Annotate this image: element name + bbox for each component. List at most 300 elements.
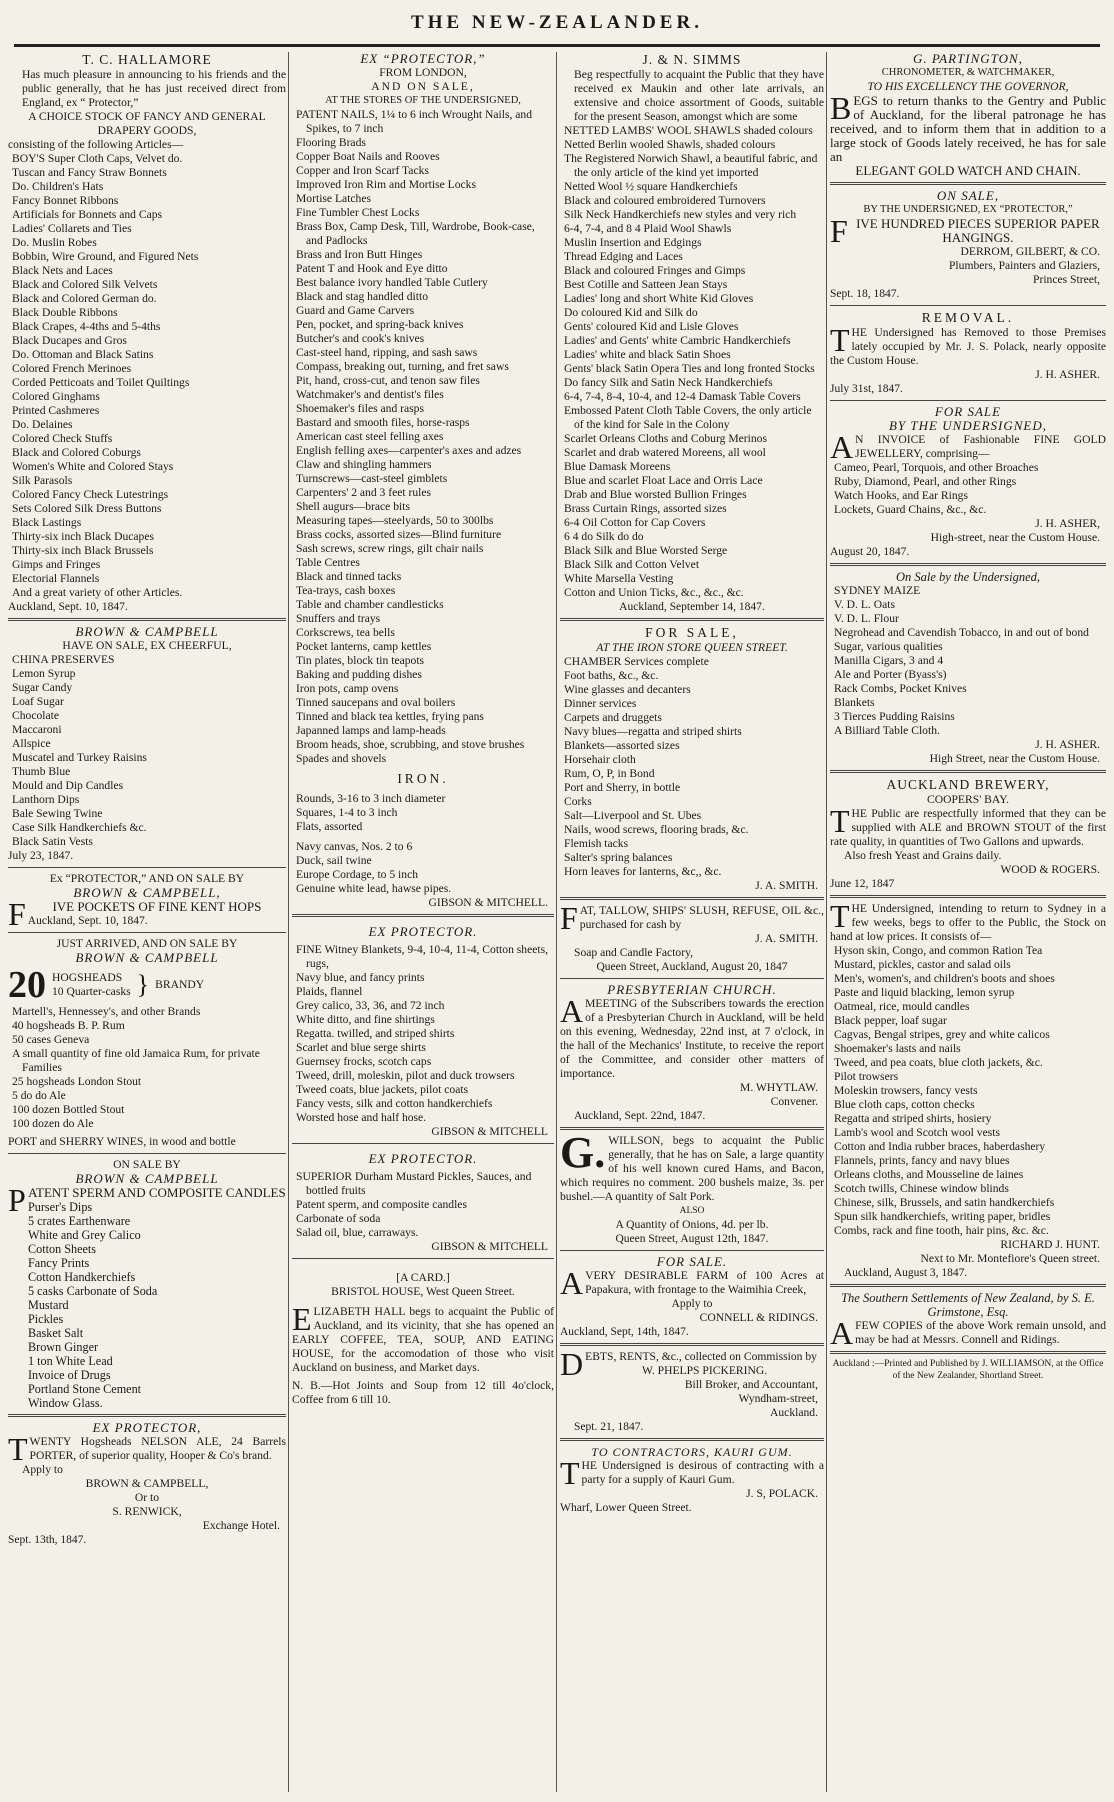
list-item: Blue cloth caps, cotton checks <box>834 1098 975 1111</box>
ad-headline: ELEGANT GOLD WATCH AND CHAIN. <box>855 163 1081 178</box>
list-item: Cast-steel hand, ripping, and sash saws <box>296 346 478 359</box>
ad-subtitle: AT THE IRON STORE QUEEN STREET. <box>596 641 788 654</box>
list-item: Copper Boat Nails and Rooves <box>296 150 440 163</box>
list-item: Cagvas, Bengal stripes, grey and white calicos <box>834 1028 1050 1041</box>
list-item: Ladies' long and short White Kid Gloves <box>564 292 754 305</box>
list-item: Carbonate of soda <box>296 1212 381 1225</box>
ad-text: Apply to <box>22 1463 63 1476</box>
ad-body: THE Undersigned, intending to return to Sydney in a few weeks, begs to offer to the Public, the Stock on hand at low prices. It consists of— <box>830 898 1106 943</box>
list-item: Chinese, silk, Brussels, and satin handkerchiefs <box>834 1196 1055 1209</box>
list-item: A Billiard Table Cloth. <box>834 724 940 737</box>
list-item: Loaf Sugar <box>12 695 64 708</box>
ad-line: Ex “PROTECTOR,” AND ON SALE BY <box>49 872 245 885</box>
list-item: Lanthorn Dips <box>12 793 80 806</box>
ad-text: consisting of the following Articles— <box>8 138 184 151</box>
list-item: Moleskin trowsers, fancy vests <box>834 1084 978 1097</box>
ad-body: G.WILLSON, begs to acquaint the Public generally, that he has on Sale, a large quantity of his well known cured Hams, and Bacon, which requires no comment. 200 bushels maize, 3s. per bushel.—A quantity of Salt Pork. <box>560 1128 824 1203</box>
ad-headline: FIVE HUNDRED PIECES SUPERIOR PAPER HANGINGS. <box>830 213 1100 249</box>
list-item: Rum, O, P, in Bond <box>564 767 655 780</box>
ad-line: [A CARD.] <box>396 1271 450 1284</box>
ad-signature: RICHARD J. HUNT. <box>1000 1238 1100 1251</box>
list-item: Thread Edging and Laces <box>564 250 683 263</box>
list-item: 6-4 Oil Cotton for Cap Covers <box>564 516 706 529</box>
list-item: Drab and Blue worsted Bullion Fringes <box>564 488 747 501</box>
ad-line: BY THE UNDERSIGNED, EX “PROTECTOR,” <box>863 204 1073 215</box>
list-item: Black Nets and Laces <box>12 264 113 277</box>
list-item: Flats, assorted <box>296 820 363 833</box>
list-item: Gimps and Fringes <box>12 558 101 571</box>
list-item: Snuffers and trays <box>296 612 381 625</box>
list-item: Fancy Bonnet Ribbons <box>12 194 119 207</box>
list-item: Lamb's wool and Scotch wool vests <box>834 1126 1000 1139</box>
ad-text: Also fresh Yeast and Grains daily. <box>844 849 1002 862</box>
list-item: Colored Ginghams <box>12 390 100 403</box>
list-item: Watchmaker's and dentist's files <box>296 388 444 401</box>
list-item: Best Cotille and Satteen Jean Stays <box>564 278 728 291</box>
list-item: Tin plates, block tin teapots <box>296 654 425 667</box>
list-item: Salt—Liverpool and St. Ubes <box>564 809 702 822</box>
column-rule <box>826 52 827 1792</box>
list-item: White ditto, and fine shirtings <box>296 1013 435 1026</box>
ad-headline: PATENT SPERM AND COMPOSITE CANDLES <box>8 1182 286 1218</box>
ad-title: EX PROTECTOR, <box>92 1420 202 1435</box>
list-item: Window Glass. <box>28 1396 103 1410</box>
ad-line: ON SALE BY <box>113 1158 181 1171</box>
list-item: Broom heads, shoe, scrubbing, and stove brushes <box>296 738 525 751</box>
list-item: Guernsey frocks, scotch caps <box>296 1055 432 1068</box>
ad-line: AT THE STORES OF THE UNDERSIGNED, <box>325 95 521 106</box>
list-item: 5 crates Earthenware <box>28 1214 131 1228</box>
ad-signature: CONNELL & RIDINGS. <box>699 1311 818 1324</box>
list-item: Navy canvas, Nos. 2 to 6 <box>296 840 413 853</box>
list-item: Improved Iron Rim and Mortise Locks <box>296 178 476 191</box>
list-item: Manilla Cigars, 3 and 4 <box>834 654 944 667</box>
item-list <box>292 792 554 834</box>
ad-title: AUCKLAND BREWERY, <box>886 777 1050 792</box>
column-1 <box>8 52 286 1796</box>
list-item: Baking and pudding dishes <box>296 668 422 681</box>
list-item: Plaids, flannel <box>296 985 363 998</box>
list-item: Muslin Insertion and Edgings <box>564 236 702 249</box>
list-item: White Marsella Vesting <box>564 572 674 585</box>
list-item: Tweed, drill, moleskin, pilot and duck trowsers <box>296 1069 515 1082</box>
list-item: Netted Wool ½ square Handkerchiefs <box>564 180 738 193</box>
list-item: Scarlet and drab watered Moreens, all wool <box>564 446 766 459</box>
list-item: Pickles <box>28 1312 64 1326</box>
list-item: Allspice <box>12 737 51 750</box>
list-item: 6-4, 7-4, and 8 4 Plaid Wool Shawls <box>564 222 732 235</box>
list-item: Tweed coats, blue jackets, pilot coats <box>296 1083 469 1096</box>
list-item: Cameo, Pearl, Torquois, and other Broaches <box>834 461 1039 474</box>
ad-candles <box>8 1153 286 1410</box>
item-list <box>8 152 286 600</box>
list-item: V. D. L. Flour <box>834 612 899 625</box>
ad-signature: WOOD & ROGERS. <box>1000 863 1100 876</box>
ad-book <box>830 1284 1106 1351</box>
list-item: Do. Muslin Robes <box>12 236 97 249</box>
ad-signature: DERROM, GILBERT, & CO. <box>960 245 1100 258</box>
ad-signature: W. PHELPS PICKERING. <box>641 1364 768 1377</box>
list-item: Colored Check Stuffs <box>12 432 113 445</box>
list-item: Carpets and druggets <box>564 711 662 724</box>
item-list <box>292 840 554 896</box>
ad-body: FAT, TALLOW, SHIPS' SLUSH, REFUSE, OIL &c., purchased for cash by <box>560 900 824 936</box>
list-item: Mustard, pickles, castor and salad oils <box>834 958 1011 971</box>
ad-farm <box>560 1250 824 1339</box>
ad-text: Soap and Candle Factory, <box>574 946 694 959</box>
list-item: Martell's, Hennessey's, and other Brands <box>12 1005 201 1018</box>
list-item: Brass and Iron Butt Hinges <box>296 248 423 261</box>
item-list <box>830 584 1106 738</box>
ad-title: EX “PROTECTOR,” <box>360 51 486 66</box>
list-item: Scotch twills, Chinese window blinds <box>834 1182 1009 1195</box>
ad-body: ELIZABETH HALL begs to acquaint the Public of Auckland, and its vicinity, that she has opened an EARLY COFFEE, TEA, SOUP, AND EATING HOUSE, for the accomodation of those who visit Auckland on business, and Market days. <box>292 1301 554 1374</box>
list-item: Negrohead and Cavendish Tobacco, in and out of bond <box>834 626 1089 639</box>
list-item: Bobbin, Wire Ground, and Figured Nets <box>12 250 199 263</box>
item-list <box>560 124 824 600</box>
list-item: Foot baths, &c., &c. <box>564 669 659 682</box>
quantity-number: 20 <box>8 964 46 1006</box>
list-item: Women's White and Colored Stays <box>12 460 174 473</box>
list-item: Combs, rack and fine tooth, hair pins, &c. &c. <box>834 1224 1049 1237</box>
list-item: Ladies' white and black Satin Shoes <box>564 348 731 361</box>
ad-signature: J. H. ASHER. <box>1035 738 1100 751</box>
ad-nelson-ale <box>8 1414 286 1547</box>
iron-heading: IRON. <box>397 771 449 786</box>
ad-line: TO HIS EXCELLENCY THE GOVERNOR, <box>867 80 1069 93</box>
ad-text: High-street, near the Custom House. <box>930 531 1100 544</box>
ad-date: Queen Street, August 12th, 1847. <box>615 1233 769 1245</box>
ad-headline: A CHOICE STOCK OF FANCY AND GENERAL DRAPERY GOODS, <box>28 110 266 137</box>
item-list <box>292 1170 554 1240</box>
list-item: Worsted hose and half hose. <box>296 1111 427 1124</box>
list-item: The Registered Norwich Shawl, a beautiful fabric, and the only article of the kind yet imported <box>564 152 818 179</box>
list-item: Tinned and black tea kettles, frying pans <box>296 710 484 723</box>
list-item: Tea-trays, cash boxes <box>296 584 396 597</box>
list-item: Salter's spring balances <box>564 851 673 864</box>
list-item: Rack Combs, Pocket Knives <box>834 682 967 695</box>
ad-text: Apply to <box>671 1297 713 1310</box>
list-item: Chocolate <box>12 709 60 722</box>
list-item: Black Double Ribbons <box>12 306 118 319</box>
list-item: Corded Petticoats and Toilet Quiltings <box>12 376 190 389</box>
list-item: Tinned saucepans and oval boilers <box>296 696 456 709</box>
column-4 <box>830 52 1106 1796</box>
ad-line: FROM LONDON, <box>379 66 467 79</box>
list-item: Do fancy Silk and Satin Neck Handkerchiefs <box>564 376 773 389</box>
item-list <box>292 108 554 766</box>
list-item: 5 casks Carbonate of Soda <box>28 1284 158 1298</box>
ad-debts <box>560 1343 824 1434</box>
ad-text: Or to <box>134 1491 160 1504</box>
list-item: Best balance ivory handled Table Cutlery <box>296 276 488 289</box>
list-item: Spades and shovels <box>296 752 387 765</box>
list-item: Scarlet and blue serge shirts <box>296 1041 426 1054</box>
ad-body: AMEETING of the Subscribers towards the erection of a Presbyterian Church in Auckland, will be held on this evening, Wednesday, 22nd inst, at 7 o'clock, in the hall of the Mechanics' Institute, to receive the report of the Committee, and consider other matters of importance. <box>560 993 824 1080</box>
list-item: English felling axes—carpenter's axes and adzes <box>296 444 522 457</box>
list-item: Printed Cashmeres <box>12 404 100 417</box>
list-item: 40 hogsheads B. P. Rum <box>12 1019 125 1032</box>
list-item: Brown Ginger <box>28 1340 99 1354</box>
ad-presbyterian <box>560 978 824 1123</box>
list-item: Black Lastings <box>12 516 82 529</box>
list-item: Horsehair cloth <box>564 753 636 766</box>
list-item: Black and Colored German do. <box>12 292 157 305</box>
ad-title: BROWN & CAMPBELL <box>75 1171 219 1186</box>
list-item: Pen, pocket, and spring-back knives <box>296 318 464 331</box>
ad-date: July 23, 1847. <box>8 850 74 862</box>
list-item: 100 dozen do Ale <box>12 1117 94 1130</box>
list-item: 3 Tierces Pudding Raisins <box>834 710 955 723</box>
ad-date: Sept. 18, 1847. <box>830 288 900 300</box>
ad-line: JUST ARRIVED, AND ON SALE BY <box>56 937 238 950</box>
brace-glyph: } <box>136 970 150 999</box>
list-item: Navy blue, and fancy prints <box>296 971 425 984</box>
list-item: Thirty-six inch Black Brussels <box>12 544 154 557</box>
cask-line: 10 Quarter-casks <box>52 985 131 998</box>
list-item: A small quantity of fine old Jamaica Rum, for private Families <box>12 1047 260 1074</box>
list-item: Regatta. twilled, and striped shirts <box>296 1027 455 1040</box>
list-item: Turnscrews—cast-steel gimblets <box>296 472 448 485</box>
list-item: Duck, sail twine <box>296 854 372 867</box>
item-list <box>830 944 1106 1238</box>
ad-text: Wyndham-street, <box>738 1392 818 1405</box>
list-item: Regatta and striped shirts, hosiery <box>834 1112 992 1125</box>
list-item: 6 4 do Silk do do <box>564 530 644 543</box>
list-item: Nails, wood screws, flooring brads, &c. <box>564 823 749 836</box>
ad-subtitle: BY THE UNDERSIGNED, <box>888 418 1048 433</box>
ad-signature: GIBSON & MITCHELL <box>431 1240 548 1253</box>
list-item: Ale and Porter (Byass's) <box>834 668 947 681</box>
list-item: Salad oil, blue, carraways. <box>296 1226 419 1239</box>
ad-title: FOR SALE <box>934 404 1002 419</box>
list-item: SYDNEY MAIZE <box>834 584 921 597</box>
ad-blankets <box>292 914 554 1139</box>
list-item: Mould and Dip Candles <box>12 779 124 792</box>
list-item: Scarlet Orleans Cloths and Coburg Merinos <box>564 432 767 445</box>
list-item: Measuring tapes—steelyards, 50 to 300lbs <box>296 514 494 527</box>
ad-signature: J. S, POLACK. <box>746 1487 818 1500</box>
ad-kauri-gum <box>560 1438 824 1515</box>
list-item: Bastard and smooth files, horse-rasps <box>296 416 470 429</box>
list-item: Maccaroni <box>12 723 62 736</box>
ad-title: FOR SALE, <box>645 625 739 640</box>
list-item: Pit, hand, cross-cut, and tenon saw files <box>296 374 480 387</box>
brandy-heading <box>8 964 286 1006</box>
list-item: Table Centres <box>296 556 360 569</box>
ad-text: Next to Mr. Montefiore's Queen street. <box>920 1252 1100 1265</box>
list-item: Thirty-six inch Black Ducapes <box>12 530 154 543</box>
list-item: PATENT NAILS, 1¼ to 6 inch Wrought Nails, and Spikes, to 7 inch <box>296 108 533 135</box>
ad-title: J. & N. SIMMS <box>642 52 742 67</box>
item-list <box>292 943 554 1125</box>
list-item: Black Silk and Blue Worsted Serge <box>564 544 728 557</box>
ad-body: FIVE POCKETS OF FINE KENT HOPS <box>8 896 262 932</box>
item-list <box>830 461 1106 517</box>
list-item: Sash screws, screw rings, gilt chair nails <box>296 542 484 555</box>
ad-date: July 31st, 1847. <box>830 383 903 395</box>
list-item: Cotton and India rubber braces, haberdashery <box>834 1140 1046 1153</box>
ad-text: Plumbers, Painters and Glaziers, <box>948 259 1100 272</box>
ad-simms <box>560 53 824 614</box>
list-item: Spun silk handkerchiefs, writing paper, bridles <box>834 1210 1051 1223</box>
ad-date: Auckland, August 3, 1847. <box>844 1267 968 1279</box>
ad-title: On Sale by the Undersigned, <box>895 570 1041 584</box>
list-item: Flannels, prints, fancy and navy blues <box>834 1154 1010 1167</box>
list-item: Blue and scarlet Float Lace and Orris Lace <box>564 474 763 487</box>
list-item: Basket Salt <box>28 1326 84 1340</box>
list-item: Shell augurs—brace bits <box>296 500 410 513</box>
list-item: Black pepper, loaf sugar <box>834 1014 947 1027</box>
ad-subtitle: HAVE ON SALE, EX CHEERFUL, <box>62 639 232 652</box>
list-item: Patent sperm, and composite candles <box>296 1198 467 1211</box>
list-item: Sugar Candy <box>12 681 73 694</box>
list-item: Black and stag handled ditto <box>296 290 429 303</box>
ad-hunt <box>830 895 1106 1280</box>
ad-signature: GIBSON & MITCHELL. <box>428 896 548 909</box>
list-item: Tweed, and pea coats, blue cloth jackets, &c. <box>834 1056 1043 1069</box>
ad-body: BEGS to return thanks to the Gentry and Public of Auckland, for the liberal patronage he has received, and to inform them that in addition to a large stock of Goods lately received, he has for sale an <box>830 90 1106 164</box>
list-item: CHAMBER Services complete <box>564 655 709 668</box>
ad-jewellery <box>830 400 1106 559</box>
ad-signature: J. A. SMITH. <box>755 932 818 945</box>
list-item: Gents' coloured Kid and Lisle Gloves <box>564 320 739 333</box>
ad-text: Princes Street, <box>1033 273 1100 286</box>
list-item: Watch Hooks, and Ear Rings <box>834 489 968 502</box>
list-item: Table and chamber candlesticks <box>296 598 444 611</box>
ad-iron-store <box>560 618 824 893</box>
ad-body: THE Public are respectfully informed that they can be supplied with ALE and BROWN STOUT of the first rate quality, in quantities of Two Gallons and upwards. <box>830 803 1106 848</box>
list-item: Fancy vests, silk and cotton handkerchiefs <box>296 1097 493 1110</box>
list-item: Iron pots, camp ovens <box>296 682 399 695</box>
list-item: Invoice of Drugs <box>28 1368 111 1382</box>
list-item: Carpenters' 2 and 3 feet rules <box>296 486 432 499</box>
list-item: 5 do do Ale <box>12 1089 66 1102</box>
ad-paper-hangings <box>830 182 1106 301</box>
list-item: Black and coloured embroidered Turnovers <box>564 194 766 207</box>
list-item: Horn leaves for lanterns, &c,, &c. <box>564 865 722 878</box>
list-item: Blankets—assorted sizes <box>564 739 680 752</box>
ad-text: Wharf, Lower Queen Street. <box>560 1501 692 1514</box>
list-item: Mortise Latches <box>296 192 372 205</box>
list-item: Wine glasses and decanters <box>564 683 691 696</box>
list-item: Hyson skin, Congo, and common Ration Tea <box>834 944 1043 957</box>
ad-title: G. PARTINGTON, <box>913 51 1023 66</box>
list-item: Cotton Sheets <box>28 1242 97 1256</box>
ad-signature: J. H. ASHER. <box>1035 368 1100 381</box>
ad-text: N. B.—Hot Joints and Soup from 12 till 4o'clock, Coffee from 6 till 10. <box>292 1379 554 1406</box>
list-item: Orleans cloths, and Mousseline de laines <box>834 1168 1024 1181</box>
list-item: Brass cocks, assorted sizes—Blind furniture <box>296 528 502 541</box>
list-item: 100 dozen Bottled Stout <box>12 1103 125 1116</box>
list-item: Mustard <box>28 1298 69 1312</box>
list-item: Portland Stone Cement <box>28 1382 142 1396</box>
list-item: Port and Sherry, in bottle <box>564 781 681 794</box>
list-item: Do. Ottoman and Black Satins <box>12 348 154 361</box>
list-item: Tuscan and Fancy Straw Bonnets <box>12 166 167 179</box>
list-item: Navy blues—regatta and striped shirts <box>564 725 742 738</box>
list-item: Ladies' Collarets and Ties <box>12 222 132 235</box>
list-item: BOY'S Super Cloth Caps, Velvet do. <box>12 152 183 165</box>
brandy-label: BRANDY <box>155 978 205 991</box>
list-item: Black Crapes, 4-4ths and 5-4ths <box>12 320 161 333</box>
imprint <box>830 1351 1106 1382</box>
list-item: Cotton and Union Ticks, &c., &c., &c. <box>564 586 744 599</box>
ad-date: Auckland, Sept. 10, 1847. <box>27 915 148 927</box>
list-item: White and Grey Calico <box>28 1228 141 1242</box>
list-item: Colored Fancy Check Lutestrings <box>12 488 169 501</box>
ad-signature: J. H. ASHER, <box>1035 517 1100 530</box>
list-item: FINE Witney Blankets, 9-4, 10-4, 11-4, Cotton sheets, rugs, <box>296 943 548 970</box>
list-item: Black Satin Vests <box>12 835 93 848</box>
list-item: V. D. L. Oats <box>834 598 895 611</box>
ad-line: CHRONOMETER, & WATCHMAKER, <box>881 67 1055 78</box>
list-item: Do. Delaines <box>12 418 73 431</box>
ad-intro: Has much pleasure in announcing to his friends and the public generally, that he has just received direct from England, ex “ Protector,” <box>22 68 286 109</box>
ad-hardware <box>292 52 554 910</box>
ad-signature: J. A. SMITH. <box>755 879 818 892</box>
item-list <box>560 655 824 879</box>
list-item: CHINA PRESERVES <box>12 653 115 666</box>
imprint-text: Auckland :—Printed and Published by J. WILLIAMSON, at the Office of the New Zealander, Shortland Street. <box>832 1359 1104 1381</box>
ad-text: Auckland. <box>770 1406 818 1419</box>
ad-text: Convener. <box>770 1095 818 1108</box>
ad-body: THE Undersigned has Removed to those Premises lately occupied by Mr. J. S. Polack, nearly opposite the Custom House. <box>830 322 1106 367</box>
list-item: Copper and Iron Scarf Tacks <box>296 164 429 177</box>
list-item: NETTED LAMBS' WOOL SHAWLS shaded colours <box>564 124 813 137</box>
list-item: 50 cases Geneva <box>12 1033 90 1046</box>
ad-body: AN INVOICE of Fashionable FINE GOLD JEWELLERY, comprising— <box>830 429 1106 465</box>
list-item: Corks <box>564 795 592 808</box>
ad-tallow <box>560 897 824 974</box>
list-item: Guard and Game Carvers <box>296 304 415 317</box>
ad-date: Sept. 21, 1847. <box>574 1421 644 1433</box>
item-list <box>8 1005 286 1131</box>
ad-kent-hops <box>8 867 286 932</box>
ad-title: The Southern Settlements of New Zealand, by S. E. Grimstone, Esq. <box>841 1291 1095 1319</box>
list-item: Gents' black Satin Opera Ties and long fronted Stocks <box>564 362 815 375</box>
list-item: Artificials for Bonnets and Caps <box>12 208 163 221</box>
list-item: Black Silk and Cotton Velvet <box>564 558 700 571</box>
list-item: Rounds, 3-16 to 3 inch diameter <box>296 792 446 805</box>
list-item: Shoemaker's lasts and nails <box>834 1042 961 1055</box>
ad-text: ALSO <box>679 1206 705 1216</box>
column-2 <box>292 52 554 1796</box>
ad-body: AVERY DESIRABLE FARM of 100 Acres at Papakura, with frontage to the Waimihia Creek, <box>560 1265 824 1301</box>
ad-brewery <box>830 770 1106 891</box>
list-item: Fancy Prints <box>28 1256 90 1270</box>
ad-title: BRISTOL HOUSE, West Queen Street. <box>331 1285 515 1298</box>
list-item: Pilot trowsers <box>834 1070 899 1083</box>
ad-brown-campbell-preserves <box>8 618 286 863</box>
list-item: 25 hogsheads London Stout <box>12 1075 142 1088</box>
ad-title: REMOVAL. <box>921 310 1015 325</box>
list-item: Oatmeal, rice, mould candles <box>834 1000 970 1013</box>
list-item: Flemish tacks <box>564 837 629 850</box>
list-item: Silk Parasols <box>12 474 73 487</box>
list-item: Case Silk Handkerchiefs &c. <box>12 821 147 834</box>
ad-intro: Beg respectfully to acquaint the Public that they have received ex Maukin and other late arrivals, an extensive and choice assortment of Goods, suitable for the present Season, amongst which are some <box>574 68 824 123</box>
list-item: 6-4, 7-4, 8-4, 10-4, and 12-4 Damask Table Covers <box>564 390 801 403</box>
ad-date: August 20, 1847. <box>830 546 910 558</box>
list-item: Sets Colored Silk Dress Buttons <box>12 502 162 515</box>
ad-date: Auckland, Sept, 14th, 1847. <box>560 1326 689 1338</box>
list-item: Paste and liquid blacking, lemon syrup <box>834 986 1015 999</box>
ad-signature: S. RENWICK, <box>112 1505 182 1518</box>
ad-title: BROWN & CAMPBELL, <box>73 885 221 900</box>
ad-line: AND ON SALE, <box>371 80 475 93</box>
ad-title: EX PROTECTOR. <box>368 924 478 939</box>
